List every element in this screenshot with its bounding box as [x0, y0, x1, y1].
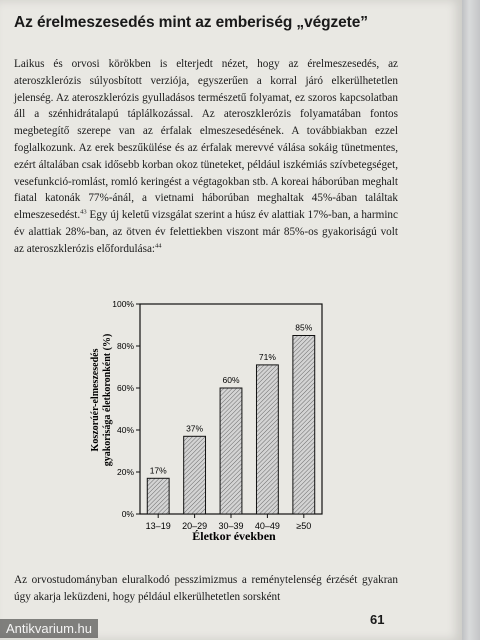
section-heading: Az érelmeszesedés mint az emberiség „végzete”	[14, 14, 368, 31]
y-axis-label-line2: gyakorisága életkoronként (%)	[102, 333, 113, 467]
bar-value-label: 85%	[295, 322, 313, 333]
page-number: 61	[370, 612, 385, 627]
footnote-ref-44: 44	[155, 242, 162, 250]
x-axis-label: Életkor években	[192, 529, 276, 543]
x-tick-label: ≥50	[296, 521, 312, 531]
x-tick-label: 40–49	[254, 521, 280, 531]
bar-chart	[82, 288, 332, 558]
bottom-paragraph: Az orvostudományban eluralkodó pesszimizmus a reménytelenség érzését gyakran úgy akarja leküzdeni, hogy például elkerülhetetlen sorsként	[14, 574, 398, 603]
page-edge	[462, 0, 480, 640]
paragraph-text-2: Egy új keletű vizsgálat szerint a húsz év alattiak 17%-ban, a harminc év alattiak 28%-ban, az ötven év felettiekben viszont már 85%-os gyakoriságú volt az ateroszklerózis előfordulása:	[14, 209, 398, 255]
bar	[293, 336, 315, 515]
body-paragraph	[14, 56, 398, 258]
bar	[147, 478, 169, 514]
y-tick-label: 100%	[112, 299, 134, 309]
y-tick-label: 60%	[116, 383, 134, 393]
bar-value-label: 71%	[258, 351, 276, 362]
x-tick-label: 13–19	[145, 521, 171, 531]
y-tick-label: 0%	[121, 509, 134, 519]
x-tick-label: 20–29	[182, 521, 208, 531]
bar	[256, 365, 278, 514]
y-tick-label: 80%	[116, 341, 134, 351]
bar-value-label: 17%	[149, 465, 167, 476]
bar	[184, 436, 206, 514]
y-tick-label: 20%	[116, 467, 134, 477]
watermark-logo: Antikvarium.hu	[0, 619, 98, 638]
bar-value-label: 37%	[186, 423, 204, 434]
bar	[220, 388, 242, 514]
y-axis-label-line1: Koszorúér-elmeszesedés	[90, 348, 101, 452]
bar-value-label: 60%	[222, 375, 240, 385]
paragraph-text: Laikus és orvosi körökben is elterjedt nézet, hogy az érelmeszesedés, az ateroszklerózis súlyosbított verziója, egyszerűen a korral járó elkerülhetetlen jelenség. Az ateroszklerózis gyulladásos természetű folyamat, ez szoros kapcsolatban áll a szénhidrátalapú táplálkozással. Az ateroszklerózis folyamatában fontos megbetegítő szerepe van az érfalak elmeszesedésének. A továbbiakban ezzel foglalkozunk. Az erek beszűkülése és az érfalak merevvé válása sokáig tünetmentes, ezért általában csak idősebb korban okoz tüneteket, például iszkémiás szívbetegséget, vesefunkció-romlást, romló keringést a végtagokban stb. A koreai háborúban meghalt fiatal katonák 77%-ánál, a vietnami háborúban meghaltak 45%-ában találtak elmeszesedést.	[14, 58, 398, 222]
x-tick-label: 30–39	[218, 521, 244, 531]
y-tick-label: 40%	[116, 425, 134, 435]
chart-svg	[82, 288, 332, 558]
footnote-ref-43: 43	[80, 208, 87, 216]
